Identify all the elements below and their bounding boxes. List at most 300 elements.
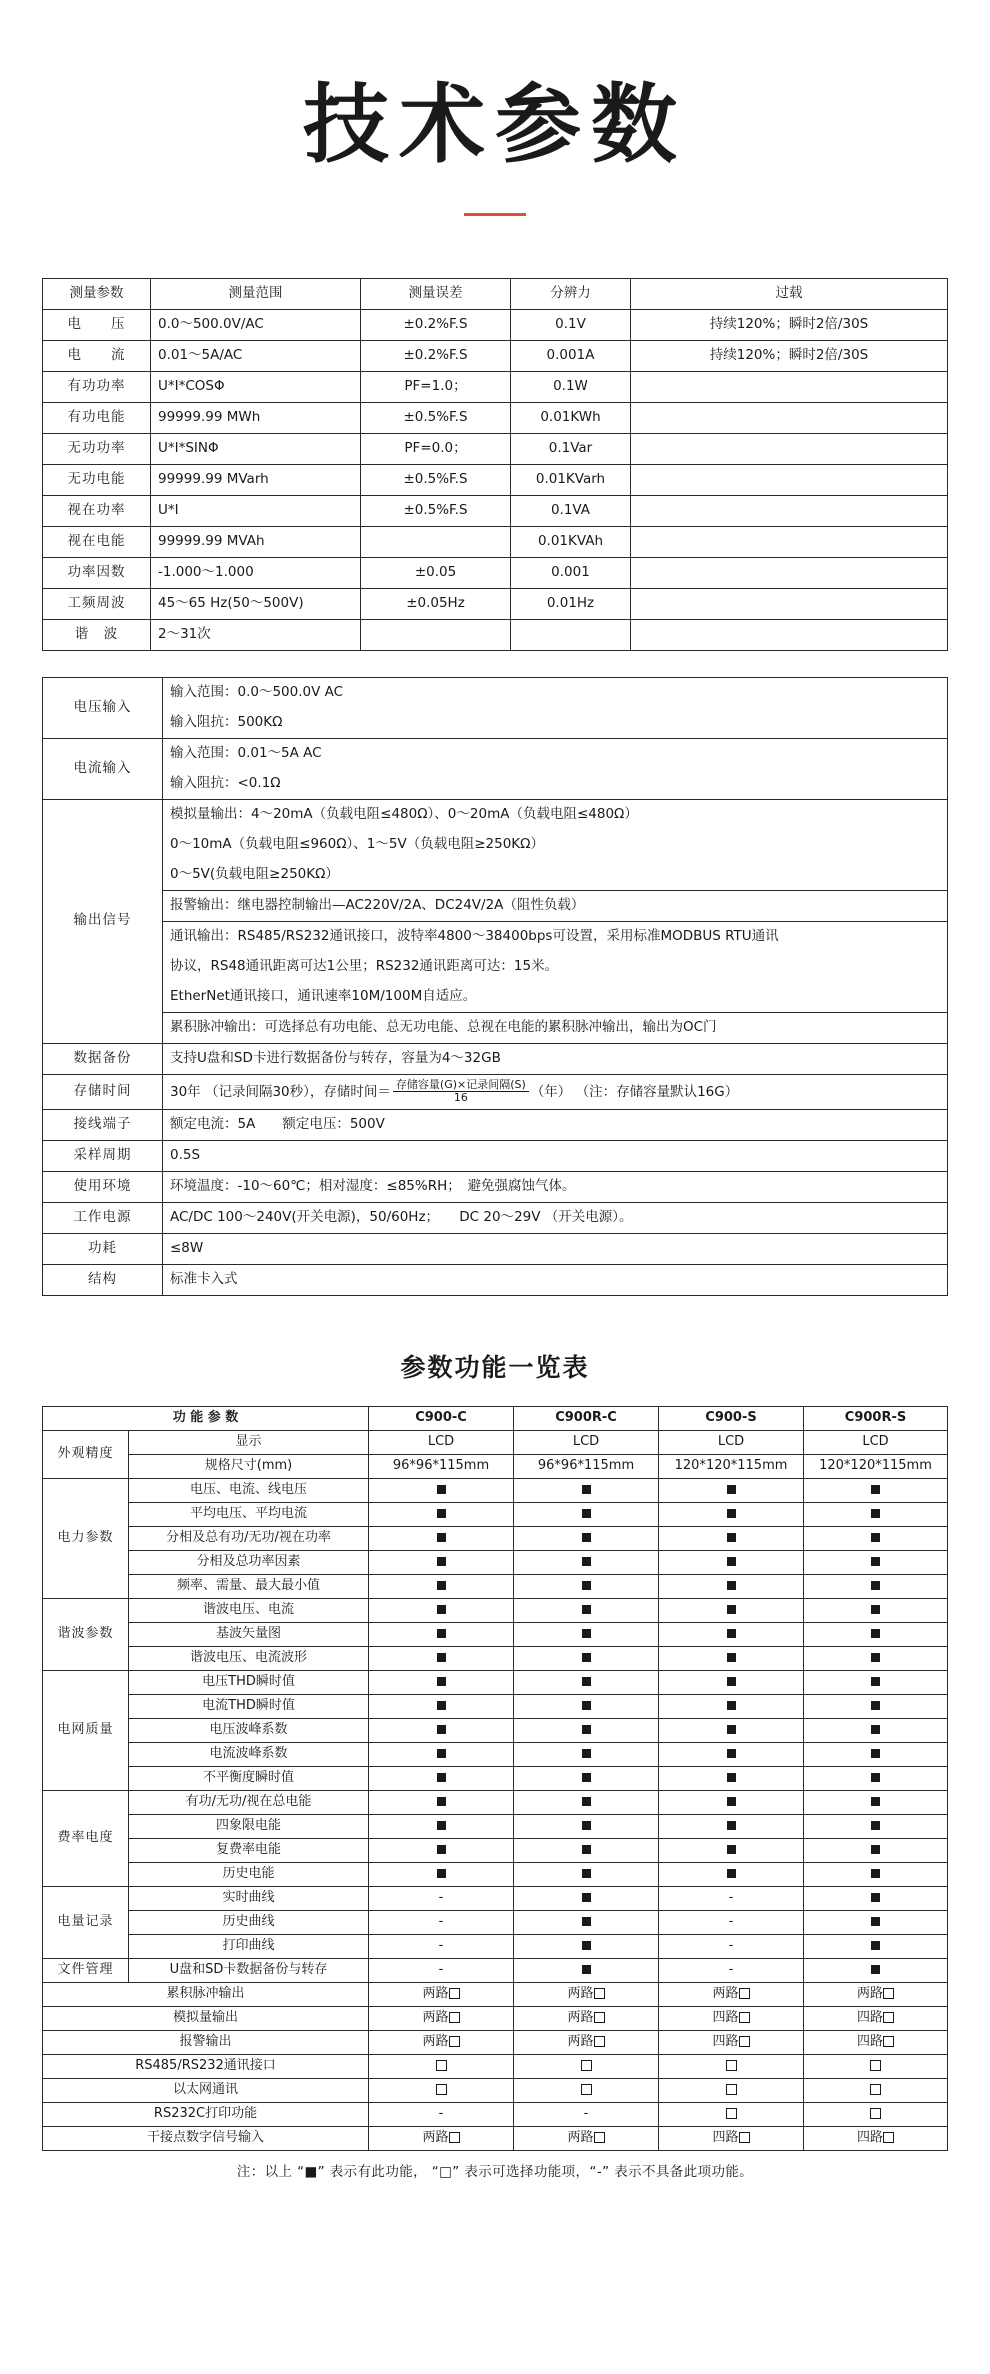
table-cell: PF=0.0；: [361, 433, 511, 464]
option-mark: 四路: [857, 2130, 894, 2145]
feature-value: [514, 1478, 659, 1502]
table-cell: U*I: [151, 495, 361, 526]
filled-square-icon: [727, 1485, 736, 1494]
option-mark: 四路: [713, 2034, 750, 2049]
feature-value: [804, 1790, 948, 1814]
feature-value: [369, 1430, 514, 1454]
filled-square-icon: [437, 1797, 446, 1806]
empty-square-icon: [883, 2036, 894, 2047]
filled-square-icon: [727, 1797, 736, 1806]
feature-value: [514, 1958, 659, 1982]
feature-value: [369, 1862, 514, 1886]
filled-square-icon: [582, 1821, 591, 1830]
filled-square-icon: [437, 1533, 446, 1542]
table-row: [43, 2054, 948, 2078]
feature-value: [514, 1718, 659, 1742]
cell-text: 96*96*115mm: [392, 1457, 490, 1473]
table-row: [43, 402, 948, 433]
feature-value: [804, 1718, 948, 1742]
table-row: [43, 1766, 948, 1790]
title-divider: [464, 213, 526, 216]
filled-square-icon: [437, 1557, 446, 1566]
filled-square-icon: [871, 1773, 880, 1782]
table-cell: 0.0～500.0V/AC: [151, 309, 361, 340]
filled-square-icon: [871, 1893, 880, 1902]
feature-value: [804, 1622, 948, 1646]
group-label: 谐波参数: [43, 1598, 129, 1670]
feature-value: [659, 1526, 804, 1550]
cell-text: LCD: [862, 1433, 889, 1449]
table-row: [43, 1838, 948, 1862]
column-header: C900R-S: [804, 1406, 948, 1430]
feature-label: 复费率电能: [129, 1838, 369, 1862]
feature-label: 显示: [129, 1430, 369, 1454]
feature-value: [804, 1454, 948, 1478]
function-section-title: 参数功能一览表: [400, 1352, 590, 1382]
row-label: 功耗: [43, 1233, 163, 1264]
table-row: [43, 1910, 948, 1934]
filled-square-icon: [871, 1581, 880, 1590]
filled-square-icon: [582, 1677, 591, 1686]
table-row: [43, 1646, 948, 1670]
feature-label: 谐波电压、电流: [129, 1598, 369, 1622]
column-header: C900-C: [369, 1406, 514, 1430]
filled-square-icon: [727, 1557, 736, 1566]
filled-square-icon: [727, 1677, 736, 1686]
feature-value: [369, 1454, 514, 1478]
filled-square-icon: [582, 1917, 591, 1926]
table-row: [43, 1958, 948, 1982]
feature-value: [514, 2126, 659, 2150]
table-cell: 99999.99 MVAh: [151, 526, 361, 557]
table-row: [43, 1478, 948, 1502]
feature-value: [659, 1862, 804, 1886]
table-cell: 0.1V: [511, 309, 631, 340]
table-row: [43, 1886, 948, 1910]
empty-square-icon: [594, 2036, 605, 2047]
filled-square-icon: [437, 1869, 446, 1878]
dash-mark: -: [438, 1889, 444, 1905]
feature-value: [804, 1862, 948, 1886]
table-row: [43, 1140, 948, 1171]
table-row: [43, 799, 948, 830]
function-table: [42, 1406, 948, 2151]
empty-square-icon: [581, 2084, 592, 2095]
filled-square-icon: [437, 1821, 446, 1830]
table-row: [43, 619, 948, 650]
table-row: [43, 1862, 948, 1886]
table-cell: 无功电能: [43, 464, 151, 495]
feature-value: [659, 1574, 804, 1598]
filled-square-icon: [871, 1797, 880, 1806]
feature-value: [514, 1646, 659, 1670]
filled-square-icon: [871, 1869, 880, 1878]
filled-square-icon: [727, 1725, 736, 1734]
feature-value: [659, 1694, 804, 1718]
function-table-note: 注：以上 “■” 表示有此功能， “□” 表示可选择功能项，“-” 表示不具备此项功能。: [236, 2163, 754, 2180]
row-value: 支持U盘和SD卡进行数据备份与转存，容量为4～32GB: [163, 1043, 948, 1074]
feature-value: [369, 2006, 514, 2030]
table-cell: 0.1VA: [511, 495, 631, 526]
feature-value: [369, 1910, 514, 1934]
dash-mark: -: [583, 2105, 589, 2121]
filled-square-icon: [727, 1509, 736, 1518]
dash-mark: -: [728, 1913, 734, 1929]
table-cell: PF=1.0；: [361, 371, 511, 402]
io-spec-table: [42, 677, 948, 1296]
feature-label: 不平衡度瞬时值: [129, 1766, 369, 1790]
table-cell: U*I*COSΦ: [151, 371, 361, 402]
feature-value: [659, 1910, 804, 1934]
feature-label: 历史曲线: [129, 1910, 369, 1934]
feature-value: [804, 1982, 948, 2006]
table-cell: 0.01KVarh: [511, 464, 631, 495]
feature-value: [804, 1550, 948, 1574]
table-row: [43, 1074, 948, 1109]
table-cell: [631, 557, 948, 588]
feature-value: [514, 1910, 659, 1934]
table-cell: [361, 526, 511, 557]
table-row: [43, 1790, 948, 1814]
feature-value: [804, 1478, 948, 1502]
filled-square-icon: [871, 1965, 880, 1974]
column-header: 测量参数: [43, 278, 151, 309]
table-cell: ±0.05: [361, 557, 511, 588]
row-value: 标准卡入式: [163, 1264, 948, 1295]
feature-label: 分相及总有功/无功/视在功率: [129, 1526, 369, 1550]
feature-value: [369, 1478, 514, 1502]
feature-value: [659, 1982, 804, 2006]
table-cell: 有功功率: [43, 371, 151, 402]
row-value: 输入范围：0.0～500.0V AC: [163, 677, 948, 708]
option-mark: 两路: [713, 1986, 750, 2001]
table-row: [43, 1934, 948, 1958]
row-value: 环境温度：-10～60℃；相对湿度：≤85%RH； 避免强腐蚀气体。: [163, 1171, 948, 1202]
table-cell: ±0.05Hz: [361, 588, 511, 619]
row-label: 电流输入: [43, 738, 163, 799]
option-mark: 四路: [713, 2010, 750, 2025]
filled-square-icon: [582, 1701, 591, 1710]
option-mark: 两路: [568, 2130, 605, 2145]
feature-value: [514, 1838, 659, 1862]
table-row: [43, 371, 948, 402]
feature-label: 规格尺寸(mm): [129, 1454, 369, 1478]
table-cell: 工频周波: [43, 588, 151, 619]
feature-label: 频率、需量、最大最小值: [129, 1574, 369, 1598]
filled-square-icon: [727, 1749, 736, 1758]
row-label: 接线端子: [43, 1109, 163, 1140]
table-cell: 有功电能: [43, 402, 151, 433]
empty-square-icon: [449, 2012, 460, 2023]
filled-square-icon: [582, 1605, 591, 1614]
feature-value: [514, 1622, 659, 1646]
empty-square-icon: [739, 2012, 750, 2023]
feature-label: 谐波电压、电流波形: [129, 1646, 369, 1670]
table-cell: ±0.5%F.S: [361, 402, 511, 433]
table-row: [43, 1012, 948, 1043]
row-value: 额定电流：5A 额定电压：500V: [163, 1109, 948, 1140]
group-label: 文件管理: [43, 1958, 129, 1982]
table-row: [43, 1043, 948, 1074]
column-header: C900-S: [659, 1406, 804, 1430]
table-header-row: [43, 1406, 948, 1430]
row-value: 通讯输出：RS485/RS232通讯接口，波特率4800～38400bps可设置，采用标准MODBUS RTU通讯: [163, 921, 948, 952]
table-cell: 0.01KVAh: [511, 526, 631, 557]
feature-value: [514, 1766, 659, 1790]
row-value: 协议，RS48通讯距离可达1公里；RS232通讯距离可达：15米。: [163, 952, 948, 982]
feature-value: [804, 2078, 948, 2102]
feature-value: [804, 1814, 948, 1838]
column-header: 测量范围: [151, 278, 361, 309]
feature-value: [369, 1646, 514, 1670]
dash-mark: -: [438, 2105, 444, 2121]
table-cell: 电 压: [43, 309, 151, 340]
feature-value: [514, 2054, 659, 2078]
filled-square-icon: [582, 1869, 591, 1878]
table-row: [43, 2006, 948, 2030]
cell-text: 96*96*115mm: [537, 1457, 635, 1473]
feature-value: [659, 2102, 804, 2126]
filled-square-icon: [582, 1485, 591, 1494]
table-row: [43, 708, 948, 739]
table-row: [43, 1171, 948, 1202]
table-row: [43, 1202, 948, 1233]
storage-time-formula: $\frac{\text{存储容量(G)×记录间隔(S)}}{16}$: [393, 1079, 529, 1105]
table-row: [43, 309, 948, 340]
filled-square-icon: [727, 1869, 736, 1878]
empty-square-icon: [449, 2132, 460, 2143]
feature-value: [804, 2054, 948, 2078]
feature-value: [804, 1910, 948, 1934]
row-label: 电压输入: [43, 677, 163, 738]
feature-value: [369, 1718, 514, 1742]
feature-value: [659, 1454, 804, 1478]
feature-value: [659, 1934, 804, 1958]
cell-text: 120*120*115mm: [819, 1457, 932, 1473]
title-section: [0, 0, 990, 216]
table-cell: [631, 371, 948, 402]
option-mark: 四路: [857, 2034, 894, 2049]
feature-value: [514, 2078, 659, 2102]
filled-square-icon: [871, 1725, 880, 1734]
feature-value: [514, 1742, 659, 1766]
feature-label: 以太网通讯: [43, 2078, 369, 2102]
feature-value: [369, 1766, 514, 1790]
filled-square-icon: [727, 1821, 736, 1830]
feature-value: [659, 1958, 804, 1982]
table-row: [43, 1264, 948, 1295]
empty-square-icon: [870, 2084, 881, 2095]
table-row: [43, 1622, 948, 1646]
row-label: 使用环境: [43, 1171, 163, 1202]
table-row: [43, 495, 948, 526]
table-cell: 99999.99 MVarh: [151, 464, 361, 495]
dash-mark: -: [728, 1889, 734, 1905]
cell-text: LCD: [717, 1433, 745, 1449]
table-cell: 持续120%；瞬时2倍/30S: [631, 309, 948, 340]
feature-value: [804, 1838, 948, 1862]
table-row: [43, 1598, 948, 1622]
table-row: [43, 1670, 948, 1694]
table-row: [43, 1550, 948, 1574]
table-cell: 持续120%；瞬时2倍/30S: [631, 340, 948, 371]
feature-value: [804, 1934, 948, 1958]
feature-value: [369, 1742, 514, 1766]
table-row: [43, 1814, 948, 1838]
feature-value: [659, 1430, 804, 1454]
feature-value: [659, 1670, 804, 1694]
table-row: [43, 2030, 948, 2054]
filled-square-icon: [727, 1845, 736, 1854]
table-row: [43, 952, 948, 982]
filled-square-icon: [871, 1653, 880, 1662]
filled-square-icon: [582, 1629, 591, 1638]
table-row: [43, 2078, 948, 2102]
cell-text: LCD: [427, 1433, 455, 1449]
feature-value: [369, 1958, 514, 1982]
filled-square-icon: [582, 1797, 591, 1806]
feature-label: 电压、电流、线电压: [129, 1478, 369, 1502]
row-label: 工作电源: [43, 1202, 163, 1233]
filled-square-icon: [582, 1653, 591, 1662]
feature-value: [514, 1574, 659, 1598]
option-mark: 两路: [857, 1986, 894, 2001]
table-row: [43, 1109, 948, 1140]
row-value: ≤8W: [163, 1233, 948, 1264]
filled-square-icon: [727, 1773, 736, 1782]
empty-square-icon: [726, 2084, 737, 2095]
feature-value: [369, 1838, 514, 1862]
feature-label: 历史电能: [129, 1862, 369, 1886]
empty-square-icon: [726, 2060, 737, 2071]
row-label: 采样周期: [43, 1140, 163, 1171]
empty-square-icon: [726, 2108, 737, 2119]
option-mark: 两路: [423, 2130, 460, 2145]
table-cell: ±0.5%F.S: [361, 495, 511, 526]
feature-value: [659, 1766, 804, 1790]
feature-value: [804, 1574, 948, 1598]
filled-square-icon: [727, 1581, 736, 1590]
feature-value: [369, 2030, 514, 2054]
feature-value: [804, 1526, 948, 1550]
table-row: [43, 1742, 948, 1766]
table-row: [43, 769, 948, 800]
filled-square-icon: [871, 1749, 880, 1758]
table-cell: [631, 619, 948, 650]
table-row: [43, 860, 948, 891]
table-cell: ±0.5%F.S: [361, 464, 511, 495]
column-header: 分辨力: [511, 278, 631, 309]
feature-value: [369, 1670, 514, 1694]
table-row: [43, 1430, 948, 1454]
row-value: EtherNet通讯接口，通讯速率10M/100M自适应。: [163, 982, 948, 1013]
table-row: [43, 340, 948, 371]
feature-label: RS485/RS232通讯接口: [43, 2054, 369, 2078]
row-value: 报警输出：继电器控制输出—AC220V/2A、DC24V/2A（阻性负载）: [163, 890, 948, 921]
feature-value: [659, 1502, 804, 1526]
row-value: 30年 （记录间隔30秒），存储时间＝ $\frac{\text{存储容量(G)×记录间隔(S)}}{16}$ （年） （注：存储容量默认16G）: [163, 1074, 948, 1109]
table-row: [43, 1526, 948, 1550]
table-row: [43, 1454, 948, 1478]
filled-square-icon: [437, 1605, 446, 1614]
dash-mark: -: [728, 1961, 734, 1977]
filled-square-icon: [437, 1845, 446, 1854]
option-mark: 四路: [857, 2010, 894, 2025]
feature-value: [369, 1502, 514, 1526]
empty-square-icon: [739, 2036, 750, 2047]
filled-square-icon: [727, 1533, 736, 1542]
feature-value: [369, 2102, 514, 2126]
table-cell: 功率因数: [43, 557, 151, 588]
feature-value: [659, 1646, 804, 1670]
feature-value: [369, 1526, 514, 1550]
filled-square-icon: [582, 1557, 591, 1566]
table-cell: 2～31次: [151, 619, 361, 650]
feature-value: [514, 1886, 659, 1910]
table-row: [43, 890, 948, 921]
feature-label: 分相及总功率因素: [129, 1550, 369, 1574]
row-value: AC/DC 100～240V(开关电源)，50/60Hz； DC 20～29V （开关电源）。: [163, 1202, 948, 1233]
feature-value: [659, 1478, 804, 1502]
feature-value: [514, 1526, 659, 1550]
table-cell: 0.1Var: [511, 433, 631, 464]
filled-square-icon: [871, 1533, 880, 1542]
empty-square-icon: [581, 2060, 592, 2071]
option-mark: 两路: [568, 2034, 605, 2049]
filled-square-icon: [437, 1653, 446, 1662]
row-label: 输出信号: [43, 799, 163, 1043]
table-row: [43, 982, 948, 1013]
column-header: C900R-C: [514, 1406, 659, 1430]
table-cell: 99999.99 MWh: [151, 402, 361, 433]
table-row: [43, 2102, 948, 2126]
feature-value: [514, 1550, 659, 1574]
column-header: 功 能 参 数: [43, 1406, 369, 1430]
table-row: [43, 830, 948, 860]
feature-value: [514, 1502, 659, 1526]
feature-value: [659, 1886, 804, 1910]
empty-square-icon: [449, 1988, 460, 1999]
option-mark: 两路: [423, 1986, 460, 2001]
row-value: 0～5V(负载电阻≥250KΩ）: [163, 860, 948, 891]
filled-square-icon: [437, 1749, 446, 1758]
row-label: 存储时间: [43, 1074, 163, 1109]
empty-square-icon: [870, 2060, 881, 2071]
feature-value: [369, 1574, 514, 1598]
empty-square-icon: [594, 1988, 605, 1999]
filled-square-icon: [582, 1581, 591, 1590]
empty-square-icon: [449, 2036, 460, 2047]
filled-square-icon: [437, 1677, 446, 1686]
empty-square-icon: [739, 1988, 750, 1999]
table-cell: ±0.2%F.S: [361, 340, 511, 371]
empty-square-icon: [436, 2060, 447, 2071]
filled-square-icon: [871, 1701, 880, 1710]
filled-square-icon: [871, 1845, 880, 1854]
group-label: 费率电度: [43, 1790, 129, 1886]
feature-value: [514, 1934, 659, 1958]
feature-value: [804, 1742, 948, 1766]
filled-square-icon: [437, 1581, 446, 1590]
table-row: [43, 738, 948, 769]
feature-label: 平均电压、平均电流: [129, 1502, 369, 1526]
filled-square-icon: [727, 1701, 736, 1710]
table-row: [43, 464, 948, 495]
feature-value: [514, 1790, 659, 1814]
feature-value: [514, 1694, 659, 1718]
feature-value: [804, 2006, 948, 2030]
empty-square-icon: [436, 2084, 447, 2095]
